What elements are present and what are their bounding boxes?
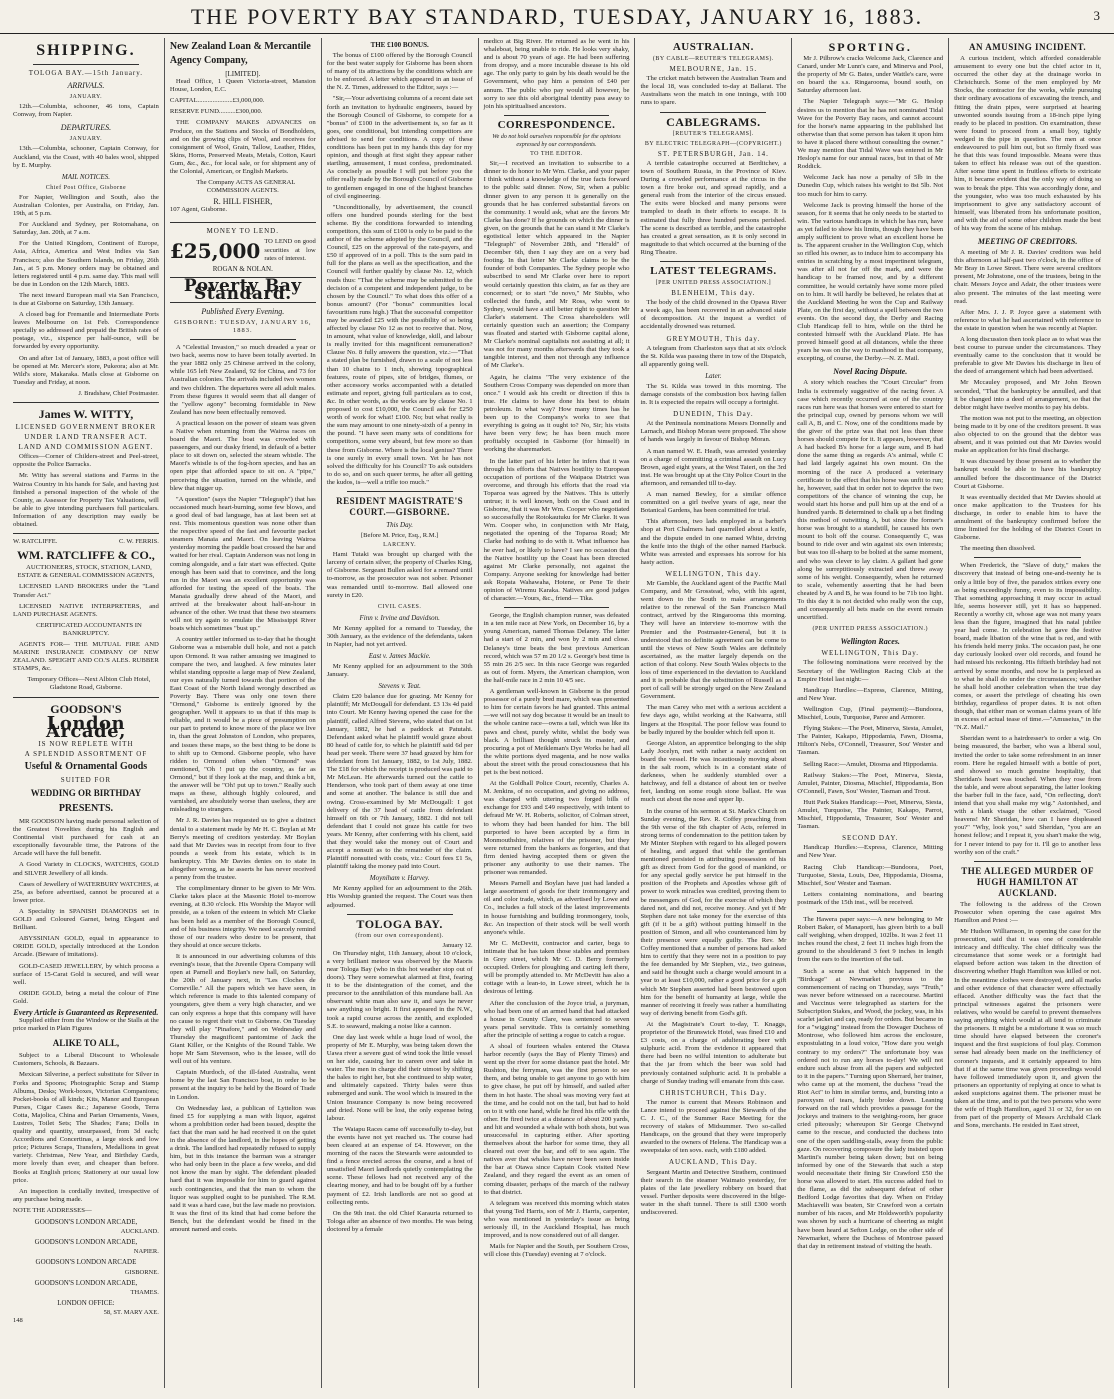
divider — [347, 914, 453, 915]
dateline: GISBORNE: TUESDAY, JANUARY 16, 1883. — [174, 318, 312, 334]
letter-paragraph: Sir,—I received an invitation to subscribe to a dinner to do honor to Mr Wm. Clarke, and your paper I think without a knowledge of the true facts forward to the public said dinner. Now, Sir, when a public dinner given to any person it is generally on the grounds that he has conferred substantial favors on the community. I would ask, what are the favors Mr Clarke has done? If he grounds on which the dinner is given, on the grounds that he can stand it Mr Clarke's egotistical letter which appeared in the Napier "Telegraph" of November 28th, and "Herald" of December 6th, then I say they are on a very bad footing. In that letter Mr Clarke claims to be the founder of both Companies. The Sydney people who subscribed to send Mr Clarke over here to report would certainly question this claim, as far as they are concerned; or to start "de novo," Mr Stubbs, who collected the funds, and Mr Ross, who went to Sydney, would have a still better right to question Mr Clarke's statement. The Cross shareholders will certainly question such an assertion; the Company was floated and started with Gisborne capital alone, Mr Clarke's nominal capitalists not assisting at all; it was not for many months afterwards that they took a tangible interest, and then not through any influence of Mr Clarke's. — [483, 160, 630, 370]
nomination: Letters containing nominations, and bearing postmark of the 15th inst., will be received. — [797, 890, 944, 906]
goodson-text: MR GOODSON having made personal selection of the Greatest Novelties during his English and Continental visit purchased for cash at an exceptionally favourable time, the Patrons of the Arcade will have the full benefit. — [13, 818, 159, 858]
article-paragraph: Mr Mccauley proposed, and Mr John Brown seconded, "That the bankruptcy be annulled, and that it be changed into a deed of arrangement, so that the debtor might have twelve months to pay his debts. — [954, 379, 1102, 411]
article-paragraph: A long discussion then took place as to what was the best course to pursue under the circumstances. They eventually came to the conclusion that it would be preferable to give Mr Davies his discharge in lieu of the deed of arrangement which had been advertised. — [954, 336, 1102, 376]
nomination: Railway Stakes:—The Poet, Minerva, Siesta, Amulet, Painter, Diosma, Mischief, Hippodamia, Bon O'Connell, Fawn, Sou' Wester, Tasman and Trout. — [797, 771, 944, 795]
goodson-text: Supplied either from the Window or the Stalls at the price marked in Plain Figures — [13, 1017, 159, 1033]
money-ad — [170, 227, 316, 278]
article-paragraph: When Frederick, the "Slave of duty," makes the discovery that instead of being one-and-twenty he is only a little boy of five, the paradox strikes every one as being exceedingly funny, even to its impossibility. That something approaching it may occur in actual life, seems however still, yet it has so happened. Recently a worthy cit, whose age was not many years less than the figure, imagined that his natal jubilee year had come. In celebration he gave the festive board, made libation of the wine that is red, and with his friends held merry jinks. The occasion past, he one day curiously looked over old records, and found he had missed his reckoning. His fiftieth birthday had not arrived by some months, and now he is perplexed as to what he shall do under the circumstances; whether he shall hold another celebration when the true day comes, or assert the privilege of cheating his own birthday, regardless of proper dates. It is not often though, that either man or woman claims years of life in excess of actual tease of time.—"Amuseius," in the "N.Z. Mail." — [954, 562, 1102, 732]
court-paragraph: Mr Kenny applied for an adjournment to the 26th. His Worship granted the request. The Court was then adjourned. — [326, 885, 473, 909]
london-arcade-title: London Arcade, — [45, 712, 126, 742]
bonus-heading: THE £100 BONUS. — [370, 41, 429, 49]
presents-line: PRESENTS. — [58, 803, 114, 814]
masthead — [0, 0, 1114, 34]
address-line: GOODSON'S LONDON ARCADE, — [34, 1218, 138, 1227]
address-city: NAPIER. — [133, 1248, 159, 1256]
ratcliffe-line: AUCTIONEERS, STOCK, STATION, LAND, ESTATE & GENERAL COMMISSION AGENTS, — [17, 564, 155, 580]
witty-line: LICENSED GOVERNMENT BROKER — [15, 423, 157, 431]
amusing-heading: AN AMUSING INCIDENT. — [969, 42, 1087, 52]
divider — [504, 115, 610, 116]
news-paragraph: George, the English champion runner, was defeated in a ten mile race at New York, on December 16, by a young American, named Thomas Delaney. The latter had a start of 2 min, and won by 2 min and close. Delaney's time beats the best previous American record, which was 57 m 20 1/2 s. George's best time is 55 min 26 2/5 sec. In this race George was regarded as out of form. Myers, the American champion, won the half-mile race in 2 min 10 4/5 sec. — [483, 612, 630, 684]
folio-number: 148 — [13, 1316, 23, 1324]
arrival-entry: 12th.—Columbia, schooner, 46 tons, Captain Conway, from Napier. — [13, 103, 159, 119]
news-paragraph: At the Goldhall Police Court, recently, Charles A. M. Jenkins, of no occupation, and giving no address, was charged with uttering two forged bills of exchange for £93 and £49 respectively, with intent to defraud Mr W. H. Roberts, solicitor, of Colman street, to whom they had been handed for him. The bill purported to have been accepted by a firm in Monmouthshire, relatives of the prisoner, but they were returned from the bankers as forgeries, and that firm denied having accepted them or given the prisoner any authority to use their names. The prisoner was remanded. — [483, 780, 630, 877]
nomination: Handicap Hurdles:—Express, Clarence, Mitting and New Year. — [797, 844, 944, 860]
creditors-heading: MEETING OF CREDITORS. — [977, 237, 1078, 247]
divider — [190, 339, 296, 340]
article-paragraph: A curious incident, which afforded considerable amusement to every one but the chief actor in it, occurred the other day at the drainage works in Christchurch. Some of the men employed by Mr Stocks, the contractor for the works, while pursuing their ordinary avocations of excavating the trench, and fitting the drain pipes, were surprised at hearing unwonted sounds issuing from a 18-inch pipe lying ready to be placed in position. On examination, these were found to proceed from a small boy, tightly wedged in the pipe in question. The men at once endeavoured to pull him out, but so firmly fixed was he that this was found impossible. Means were thus taken to effect his release was out of the question. After some time spent in fruitless efforts to extricate him, it became evident that the only way of doing so was to break the pipe. This was accordingly done, and the youngster, who was too much exhausted by his imprisonment to give any satisfactory account of himself, was liberated from his unfortunate position, and with the aid of some other children made the best of his way from the scene of his mishap. — [954, 55, 1102, 232]
columns — [8, 38, 1106, 1388]
mail-notice: For Auckland and Sydney, per Rotomahana, on Saturday, Jan. 20th, at 7 a.m. — [13, 221, 159, 237]
reserve-line: RESERVE FUND..........£300,000. — [169, 108, 263, 116]
column-3 — [322, 38, 479, 1388]
head-office: Head Office, 1 Queen Victoria-street, Mansion House, London, E.C. — [169, 78, 316, 94]
goodson-text: GOLD-CASED JEWELLERY, by which process a surface of 15-Carat Gold is secured, and will wear well. — [13, 962, 159, 986]
goodson-text: ABYSSINIAN GOLD, equal in appearance to ORIDE GOLD, specially introduced at the London Arcade. (Beware of imitations). — [13, 935, 159, 959]
goodson-line: SUITED FOR — [60, 775, 112, 784]
tologa-continued: medico at Big River. He returned as he went in his whaleboat, being unable to ride. He looks very shaky, and is about 70 years of age. He had been suffering from dropsy, and a more incurable disease is his old age. The only party to gain by his death would be the Government, who pay him a pension of £40 per annum. The public who pay would all however, be sorry to see this old aboriginal identity pass away to join his spiritualised ancestors. — [483, 38, 630, 110]
news-paragraph: A gentleman well-known in Gisborne is the proud possessor of a purely bred mare, which was presented to him for certain favors he had granted. This animal—we will not say dog because it would be an insult to the whole canine race—owns a tail, which was like its paws and chest, purely white, whilst the body was black. A brilliant thought struck its master, and procuring a pot of Meikleman's Dye Works he had all the white portions dyed magenta, and he now walks about the street with the proud consciousness that his pet is the best noticed. — [483, 688, 630, 776]
telegram-paragraph: At the Peninsula nominations Messrs Donnelly and Larnach, and Bishop Moran were proposed. The show of hands was largely in favour of Bishop Moran. — [640, 420, 787, 444]
paper-name: Poverty Bay Standard. — [170, 282, 316, 303]
divider — [660, 261, 766, 262]
witty-text: Mr. Witty has several stations and Farms in the Wairoa Country in his hands for Sale, and having just finished a personal inspection of the whole of the County, as Assessor for Property Tax Valuations, will be able to give intending purchasers full particulars. Information of any description may easily be obtained. — [13, 472, 159, 529]
wr-sub: (PER UNITED PRESS ASSOCIATION.) — [812, 626, 928, 633]
ratcliffe-line: LICENSED NATIVE INTERPRETERS, and LAND PURCHASE AGENTS. — [13, 602, 159, 618]
dateline: BLENHEIM, This day. — [671, 289, 756, 298]
goodson-text: A Speciality in SPANISH DIAMONDS set in GOLD and Coloured Garnet, being Elegant and Brilliant. — [13, 907, 159, 932]
article-paragraph: Mr Hudson Williamson, in opening the case for the prosecution, said that it was one of considerable intricacy and difficulty. The chief difficulty was the circumstance that some week or a fortnight had elapsed before action was taken in the direction of discovering whether Hugh Hamilton was killed or not. In the meantime clothes were destroyed, and all marks and other evidence of that character were effectually effaced. Another difficulty was the fact that the principal witnesses against the prisoners were relatives, who would be careful to prevent themselves saying anything which would at all tend to criminate the prisoners. It might be a misfortune it was so much time should have elapsed between the coroner's inquest and the first suspicions of foul play. Common sense had already been made on the inefficiency of coroner's inquests, and it certainly appeared to him that if at the same time was given proceedings would have followed immediately upon it, and given the prisoners an opportunity of replying at once to what is asked suspicions against them. The prisoner must be taken at the time, and to put the two persons who were the wife of Hugh Hamilton, aged 31 or 32, for so on from part of the property of Messrs Archibald Clark and Sons, merchants. He resided in East street, — [954, 928, 1102, 1130]
page-number: 3 — [1093, 8, 1100, 23]
column-1 — [8, 38, 165, 1388]
civil-heading: CIVIL CASES. — [377, 603, 422, 610]
article-paragraph: Sheridan went to a hairdresser's to order a wig. On being measured, the barber, who was a liberal soul, invited the order to take some refreshment in an inner room. Here he regaled himself with a bottle of port, and showed so much genuine hospitality, that Sheridan's heart was touched. When they rose from the table, and were about separating, the latter looking the barber full in the face, said, "On reflecting, don't intend that you shall make my wig." Astonished, and with a blank visage the other exclaimed, "Good heavens! Mr Sheridan, how can I have displeased you?" "Why, look you," said Sheridan, "you are an honest fellow; and I repeat it, you shan't make the wig, for I never intend to pay for it. I'll go to another less worthy son of the craft." — [954, 735, 1102, 856]
dateline: CHRISTCHURCH, This Day. — [659, 1088, 768, 1097]
fisher-line: 107 Agent, Gisborne. — [169, 206, 228, 214]
second-day: SECOND DAY. — [842, 834, 899, 843]
article-paragraph: A meeting of Mr J. R. Davies' creditors was held this afternoon at half-past two o'clock, in the office of Mr Bray in Lowe Street. There were several creditors present, Mr Johnstone, one of the trustees, being in the chair. Messrs Joyce and Adair, the other trustees were also present. The minutes of the last meeting were read. — [954, 249, 1102, 305]
editorial-paragraph: Captain Murdoch, of the ill-fated Australia, went home by the last San Francisco boat, in order to be present at the inquiry to be held by the Board of Trade in London. — [169, 1069, 316, 1101]
divider — [660, 112, 766, 113]
divider — [504, 607, 610, 608]
goodson-text: Mexican Silverine, a perfect substitute for Silver in Forks and Spoons; Photographic Scrap and Stamp Albums, Desks; Work-boxes, Victorian Companions; Pocket-books of all kinds; Kits, Manor and European Purses, Cigar Cases &c.; Japanese Goods, Terra Cotta, Majolica, China and Parian Ornaments, Vases, Lustres, Toilet Sets; The Shades; Fans; Dolls in quality and quantity, unsurpassed, from 3d each; Accordions and Concertinas, a large stock and low price; Pictures Scraps, Transfers, Medallions in great variety. Christmas, New Year, and Birthday Cards, more lovely than ever, and cheaper than before. Books at English prices; Stationery at our usual low price. — [13, 1071, 159, 1184]
nomination: Racing Club Handicap:—Bundoora, Poet, Turquoise, Siesta, Louis, Dee, Hippodamia, Diosma, Mischief, Sou' Wester and Tasman. — [797, 863, 944, 887]
ratcliffe-line: LICENSED LAND BROKERS under the "Land Transfer Act." — [13, 583, 159, 599]
divider — [33, 64, 139, 65]
correspondence-heading: CORRESPONDENCE. — [497, 118, 616, 131]
telegram-paragraph: The man Carey who met with a serious accident a few days ago, whilst working at the Kaiwarra, still lingers at the Hospital. The poor fellow was found to be badly injured by the boulder which fell upon it. — [640, 704, 787, 736]
letter-paragraph: Again, he claims "The very existence of the Southern Cross Company was depended on more than once." I would ask his credit or direction if this is true. He claims to have done his best to obtain petroleum. In what way? How many times has he been up to the Company's works to see that everything is going as it ought to? No, Sir; his visits have been very few; he has been much more profitably occupied in Gisborne (for himself) in working the sharemarket. — [483, 373, 630, 454]
telegram-paragraph: A man named Bewley, for a similar offence committed on a girl twelve years of age, near the Botanical Gardens, has been committed for trial. — [640, 491, 787, 515]
column-4 — [479, 38, 636, 1388]
goodson-line: IS NOW REPLETE WITH — [38, 739, 134, 748]
article-paragraph: It was eventually decided that Mr Davies should at once make application to the Trustees for his discharge, in order to enable him to have the annulment of the bankruptcy confirmed before the time limited for the holding of the District Court in Gisborne. — [954, 493, 1102, 542]
column-2 — [165, 38, 322, 1388]
witty-text: Offices—Corner of Childers-street and Peel-street, opposite the Police Barracks. — [13, 453, 159, 469]
london-office: LONDON OFFICE: — [57, 1298, 115, 1307]
column-6 — [792, 38, 949, 1388]
editorial-paragraph: The complimentary dinner to be given to Mr Wm. Clarke takes place at the Masonic Hotel to-morrow evening, at 8.30 o'clock. His Worship the Mayor will preside, as a token of the esteem in which Mr Clarke has been held as a member of the Borough Council, and of his business integrity. We need scarcely remind those of our readers who desire to be present, that they should at once secure tickets. — [169, 885, 316, 949]
telegram-paragraph: The St. Kilda was towed in this morning. The damage consists of the combustion box having fallen in. It is expected the repairs will occupy a fortnight. — [640, 382, 787, 407]
shipping-heading: SHIPPING. — [36, 42, 136, 59]
rogan-nolan: ROGAN & NOLAN. — [212, 264, 273, 273]
mail-notice: For the United Kingdom, Continent of Europe, Asia, Africa, America and West Indies via San Francisco; also the Southern Islands, on Friday, 26th Jan., at 5 p.m. Money orders may be obtained and letters registered until 4 p.m. same day. This mail will be due in London on the 12th March, 1883. — [13, 240, 159, 288]
article-paragraph: The following is the address of the Crown Prosecutor when opening the case against Mrs Hamilton and Priest :— — [954, 900, 1102, 924]
nomination: Flying Stakes:—The Poet, Minerva, Siesta, Amulet, The Painter, Kakapo, Hippodamia, Fawn, Diosma, Hilton's Nebs, O'Connell, Treasurer, Sou' Wester and Tasman. — [797, 725, 944, 757]
goodson-text: A Good Variety in CLOCKS, WATCHES, GOLD and SILVER Jewellery of all kinds. — [13, 861, 159, 877]
news-paragraph: Mr C. McDevitt, contractor and carter, begs to intimate that he has taken those stables and premises in Grey street, which Mr C. D. Berry formerly occupied. Orders for ploughing and carting left there, will be promptly attended to. Mr McDevitt has also a cottage with a lean-to, in Lowe street, which he is desirous of letting. — [483, 939, 630, 996]
sport-paragraph: Mr J. Pilbrow's cracks Welcome Jack, Clarence and Canard, under Mr Lunn's care, and Minerva and Pool, the property of Mr G. Bates, under Wattle's care, were on board the s.s. Ringarooma, bound south, on Saturday afternoon last. — [797, 55, 944, 95]
tologa-paragraph: On Thursday night, 11th January, about 10 o'clock, a very brilliant meteor was observed by the Maoris near Tologa Bay (who in this hot weather stop out of doors). They were somewhat alarmed at first, fearing it to be the disintegration of the comet, and the precursor to the annihilation of this mundane ball. An observant white man also saw it, and says he never saw anything so bright. It first appeared in the N.W., took a rapid course across the zenith, and exploded S.E. to seaward, making a noise like a cannon. — [326, 949, 473, 1030]
case-title: Finn v. Irvine and Davidson. — [359, 613, 440, 622]
mail-notice: On and after 1st of January, 1883, a post office will be opened at Mr. Mercer's store, Pukeora; also at Mr. Wild's store, Makaraka. Mails close at Gisborne on Tuesday and Friday, at noon. — [13, 354, 159, 386]
nomination: Selling Race:—Amulet, Diosma and Hippodamia. — [803, 760, 938, 768]
case-title: Moyniham v. Harvey. — [369, 874, 430, 883]
novel-dispute-heading: Novel Racing Dispute. — [833, 367, 908, 377]
address-line: GOODSON'S LONDON ARCADE — [35, 1258, 137, 1267]
wellington-races-heading: Wellington Races. — [840, 637, 900, 647]
cablegrams-sub: BY ELECTRIC TELEGRAPH—(COPYRIGHT.) — [644, 140, 782, 147]
witty-name: James W. WITTY, — [38, 407, 134, 421]
telegram-paragraph: In the course of his sermon at St. Mark's Church on Sunday evening, the Rev. R. Coffey preaching from the 9th verse of the 6th chapter of Acts, referred in strong terms of condemnation to the petition taken by Mr Minter Stephen with regard to his alleged powers of healing, and argued that while the gentleman mentioned persisted in attributing possession of his gift as direct from God for the good of mankind, or for any special godly service he put himself in the position of the Prophets and Apostles whose gift of power to work miracles was credited, proving them to be messengers of God, for the exercise of which they dared not, and did not, receive money. And yet if Mr Stephen dare not take money for the exercise of this gift (if it be a gift) without putting himself in the position of Simon, and all who countenanced him by their presence were equally guilty. The Rev. Mr Coffey mentioned that a number of persons had asked him to certify that they were not in a position to pay the fee demanded by Mr Stephen, viz., two guineas, and said he thought such a charge would amount in a year to at least £10,000, rather a good price for a gift which Mr Stephen asserted had been bestowed upon him for the benefit of humanity at large, while the manner of receiving it freely was rather a humiliating way of deriving benefit from God's gift. — [640, 807, 787, 1017]
editorial-paragraph: "A question" (says the Napier "Telegraph") that has occasioned much heart-burning, some few blows, and a good deal of bad language, has at last been set at rest. This momentous question was none other than the respective speed of the fast and favourite packet steamers Manaia and Maori. On leaving Wairoa yesterday morning the paddle boat crossed the bar and waited for her rival. Captain Anderson was not long in coming alongside, and a fair start was effected. Quite enough has been said that to convince, and the long run in the Maori was an excellent opportunity was afforded for testing the speed of the boats. The Manaia gradually drew ahead of the Maori, and arrived at the breakwater about half-an-hour in advance of the other. We trust that these two steamers will not try again to emulate the Mississippi River boats which sometimes "bust up." — [169, 495, 316, 633]
case-title: Stevens v. Teat. — [378, 682, 421, 691]
tologa-heading: TOLOGA BAY. — [356, 916, 443, 931]
ratcliffe-name: WM. RATCLIFFE & CO., — [17, 548, 155, 563]
telegram-paragraph: Mr Gamble, the Auckland agent of the Pacific Mail Company, and Mr Grosstead, who, with his agent, went down to the South to make arrangements relative to the renewal of the San Francisco Mail contract, arrived by the Ringarooma this morning. They will have an interview to-morrow with the Premier and the Postmaster-General, but it is understood that no definite agreement can be come to until the views of New South Wales are definitely ascertained, as the matter largely depends on the action of that colony. New South Wales objects to the loss of time experienced in the deviation to Auckland and it is probable that the substitution of Russell as a port of call will be strongly urged on the New Zealand Government. — [640, 579, 787, 701]
published-line: Published Every Evening. — [201, 306, 285, 316]
address-city: THAMES. — [130, 1288, 159, 1296]
nomination: Handicap Hurdles:—Express, Clarence, Mitting, and New Year. — [797, 686, 944, 702]
court-paragraph: Mr Kenny applied for a remand to Tuesday, the 30th January, as the evidence of the defendants, taken in Napier, had not yet arrived. — [326, 624, 473, 648]
mail-notice: For Napier, Wellington and South, also the Australian Colonies, per Australia, on Friday, Jan. 19th, at 5 p.m. — [13, 193, 159, 218]
goodson-text: Cases of Jewellery of WATERBURY WATCHES, at 25s, as before advertised, cannot be procured at a lower price. — [13, 880, 159, 904]
masthead-title: THE POVERTY BAY STANDARD, TUESDAY, JANUARY 16, 1883. — [190, 4, 924, 29]
address-city: GISBORNE. — [124, 1268, 159, 1276]
witty-line: UNDER LAND TRANSFER ACT. — [24, 433, 148, 442]
bonus-paragraph: The bonus of £100 offered by the Borough Council for the best water supply for Gisborne has been shorn of many of its attractions by the conditions which are to be enforced. A letter which appeared in an issue of the N. Z. Times, addressed to the Editor, says :— — [326, 52, 473, 92]
goodson-text: An inspection is cordially invited, irrespective of any purchase being made. — [13, 1187, 159, 1203]
money-sum: £25,000 — [169, 238, 261, 263]
goodson-text: ORIDE GOLD, being a metal the colour of Fine Gold. — [13, 989, 159, 1005]
editorial-paragraph: A country settler informed us to-day that he thought Gisborne was a miserable dull hole, and not a patch upon Ormond. It was rather amusing we imagined to compare the two, and laughed. A few minutes later whilst standing opposite a large map of New Zealand, our eyes naturally turned towards that portion of the East Coast of the North Island wrongly described as Poverty Bay. There was only one town there "Ormond," Gisborne is entirely ignored by the geographer. Well it appears to us that if this map is reliable, and it would be a piece of presumption on our part to pretend to know more of the place we live in, than the great Johnston of London, who prepares, and issues these maps, so the best thing to be done is to shift up to Ormond. Gisborne people, who have ridden to Ormond often when "Ormond" was mentioned, "Oh ! put up the country, as far as Ormond," but if they look at the map, and think a bit, the answer will be "Oh! put up to town." Really such maps as these, although highly coloured, and varnished, are absolutely worse than useless, they are misleading to strangers. — [169, 636, 316, 814]
court-paragraph: Hami Tutaki was brought up charged with the larceny of certain silver, the property of Charles King, of Gisborne. Sergeant Bullen asked for a remand until to-morrow, as the prosecutor was not sober. Prisoner was remanded until to-morrow. Bail allowed one surety in £20. — [326, 551, 473, 599]
article-paragraph: After Mrs. J. J. P. Joyce gave a statement with reference to what he had ascertained with reference to the estate in question when he was recently at Napier. — [954, 308, 1102, 332]
dateline: WELLINGTON, This day. — [665, 569, 762, 578]
address-line: GOODSON'S LONDON ARCADE, — [34, 1238, 138, 1247]
telegram-paragraph: A man named W. E. Heath, was arrested yesterday on a charge of committing a criminal assault on Lucy Brown, aged eight years, at the West Taieri, on the 3rd inst. He was brought up at the City Police Court in the afternoon, and remanded till to-day. — [640, 447, 787, 487]
witty-line: LAND AND COMMISSION AGENT. — [18, 443, 154, 452]
guarantee-line: Every Article is Guaranteed as Represented. — [13, 1007, 159, 1017]
tologa-paragraph: The Waiapu Races came off successfully to-day, but the events have not yet reached us. The course had been cleared at an expense of £4. However, on the morning of the races the Stewards were astounded to find a fence erected across the course, and a host of unsatisfied Maori landlords quietly contemplating the scene. These fellows had not received any of the clearing money, and had to be bought off by a further payment of £2. Irish landlords are not so good at collecting rents. — [326, 1125, 473, 1206]
company-text: THE COMPANY MAKES ADVANCES on Produce, on the Stations and Stocks of Bondholders, and on the growing clips of Wool, and receives for consignment of Wool, Grain, Tallow, Leather, Hides, Skins, Horns, Preserved Meats, Metals, Cotton, Kauri Gum, &c., &c., for local sale, or for shipment any of the Colonial, American, or English Markets. — [169, 119, 316, 176]
sport-paragraph: Welcome Jack has now a penalty of 5lb in the Dunedin Cup, which raises his weight to 8st 5lb. Not too much for him to carry. — [797, 174, 944, 198]
ratcliffe-partners — [13, 538, 159, 546]
article-paragraph: The motion was not put to the meeting, an objection being made to it by one of the creditors present. It was also objected to on the ground that the debtor was absent, and it was pointed out that Mr Davies would make an application for his final discharge. — [954, 414, 1102, 455]
mail-notice: The next inward European mail via San Francisco, is due at Gisborne on Saturday, 13th January. — [13, 291, 159, 307]
sport-paragraph: The Hawera paper says:—A new belonging to Mr Robert Baker, of Manaporti, has given birth to a bull calf weighing, when dropped, 102lbs. It was 2 feet 11 inches round the chest, 2 feet 11 inches high from the ground to the shoulderand 3 feet 9 inches in length from the ears to the insertion of the tail. — [797, 916, 944, 964]
nz-loan-limited: [LIMITED]. — [225, 70, 261, 78]
news-paragraph: A telegram was received this morning which states that young Ted Harris, son of Mr J. Harris, carpenter, who was mentioned in yesterday's issue as being seriously ill, in the Auckland Hospital, has much improved, and is now considered out of all danger. — [483, 1199, 630, 1240]
ratcliffe-line: Temporary Offices—Next Albion Club Hotel, Gladstone Road, Gisborne. — [27, 676, 151, 692]
goodson-line: A SPLENDID ASSORTMENT OF — [24, 749, 148, 758]
ratcliffe-left: W. RATCLIFFE. — [13, 538, 58, 546]
divider — [13, 402, 159, 403]
editorial-paragraph: A practical lesson on the power of steam was given a Native when returning from the Wairoa races on board the Maori. The boat was crowded with passengers, and our dusky friend, in default of a better place to sit down on, selected the steam whistle. The Maori's whistle is of the fog-horn species, and has an open pipe that afforded space to sit on. A "pipe," perceiving the situation, turned on the whistle, and blew that nigger up. — [169, 419, 316, 492]
departures-heading: DEPARTURES. — [60, 123, 112, 133]
arrivals-month: JANUARY. — [69, 94, 103, 101]
dateline: AUCKLAND, This Day. — [668, 1158, 758, 1167]
mail-notice: A closed bag for Fremantle and Intermediate Ports leaves Melbourne on 1st Feb. Correspondence specially so addressed and prepaid the British rates of postage, viz., sixpence per half-ounce, will be forwarded by every opportunity. — [13, 311, 159, 351]
divider — [974, 557, 1081, 558]
dateline: GREYMOUTH, This day. — [666, 334, 761, 343]
money-row — [170, 237, 316, 265]
fisher-name: R. HILL FISHER, — [213, 197, 273, 207]
tologa-date: January 12. — [442, 941, 473, 949]
mail-sub: Chief Post Office, Gisborne — [45, 184, 127, 191]
address-city: AUCKLAND. — [120, 1228, 159, 1236]
divider — [13, 697, 159, 698]
bonus-paragraph: "Sir,—Your advertising columns of a recent date set forth an invitation to hydraulic engineers, issued by the Borough Council of Gisborne, to compete for a "bonus" of £100 in the advertisement is, so far as it goes, one conditional, but intending competitors are advised to send for conditions. A copy of these conditions has been put in my hands this day for my opinion, and though at first sight they appear rather startling, amusement, I must confess, predominated. As concisely as possible I will put before you the offer really made by the Borough Council of Gisborne to gentlemen engaged in one of the highest branches of civil engineering. — [326, 95, 473, 200]
mail-heading: MAIL NOTICES. — [61, 172, 110, 181]
arrivals-heading: ARRIVALS. — [67, 81, 105, 91]
court-paragraph: Claim £20 balance due for grazing. Mr Kenny for plaintiff; Mr McDougall for defendant. £3 13s 4d paid into Court. Mr Kenny having opened the case for the plaintiff, called Alfred Stevens, who stated that on 1st January, 1882, he had a paddock at Patutahi. Defendant asked what he plaintiff would graze about 80 head of cattle for, to which he plaintiff said 6d per head per week. There were 37 head grazed by him for defendant from 1st January, 1882, to 1st July, 1882. The £18 for which the receipt is produced was paid to Mr McLean. He afterwards turned out the cattle to Henderson, who took part of them away at one time and some at another. The balance is still due and owing. Cross-examined by Mr McDougall: I got delivery of the 37 head of cattle from defendant himself on 6th or 7th January, 1882. I did not tell defendant that I could not graze his cattle for two years. Mr Kenny, after conferring with his client, said that they would take the money out of Court and accept a nonsuit as to the remainder of the claim. Plaintiff nonsuited with costs, viz.: Court fees £1 5s, plaintiff taking the money paid into Court. — [326, 693, 473, 871]
telegram-paragraph: The body of the child drowned in the Opawa River a week ago, has been recovered in an advanced state of decomposition. At the inquest a verdict of accidentally drowned was returned. — [640, 299, 787, 331]
news-paragraph: After the conclusion of the Joyce trial, a juryman, who had been one of an armed band that had attacked a house in County Clare, was sentenced to seven years penal servitude. This is certainly something after the principle of setting a rogue to catch a rogue. — [483, 999, 630, 1039]
departures-month: JANUARY. — [69, 136, 103, 143]
sporting-heading: SPORTING. — [828, 40, 912, 54]
larceny-heading: LARCENY. — [383, 542, 417, 549]
column-7 — [949, 38, 1106, 1388]
ratcliffe-line: CERTIFICATED ACCOUNTANTS IN BANKRUPTCY. — [36, 621, 142, 637]
tologa-sub: (from our own correspondent). — [355, 932, 444, 939]
address-line: GOODSON'S LONDON ARCADE, — [34, 1278, 138, 1287]
dateline: DUNEDIN, This Day. — [673, 410, 754, 419]
sport-paragraph: Welcome Jack is proving himself the horse of the season, for it seems that he only needs to be started to win. The various handicaps in which he has run, have as yet failed to show his limits, though they have been amply sufficient to prove what an excellent horse he is. The apparent crusher in the Wellington Cup, which so rifled his owner, as to induce him to accompany his entries in scratching by a most impertinent telegram, was after all not far off the mark, and were the handicap to be framed now, and by a different committee, he would certainly have some more piled on to him. It will hardly be believed, he relates that at the Auckland Meeting he won the Cup and Railway Plate, on the first day, without a spell between the two events. On the second day, the Derby and Racing Club Handicap fell to him, while on the third he contested himself with the Auckland Plate. He has proved himself good at all distances, while the three years he was on the way to manhood in that company, excepting, of course, the Derby.—N. Z. Mail. — [797, 201, 944, 363]
later-label: Later. — [705, 371, 722, 380]
telegram-paragraph: Sergeant Martin and Detective Strathern, continued their search in the steamer Waimato yesterday, for plates of the late jewellery robbery on board that vessel. Further deposits were discovered in the bilge-water in the shaft tunnel. There is still £300 worth undiscovered. — [640, 1168, 787, 1216]
dateline: WELLINGTON, This Day. — [821, 649, 920, 658]
money-heading: MONEY TO LEND. — [206, 226, 279, 235]
useful-goods: Useful & Ornamental Goods — [24, 760, 148, 772]
case-title: East v. James Mackie. — [368, 652, 431, 661]
nz-loan-ad — [170, 40, 316, 223]
sport-paragraph: The Napier Telegraph says:—"Mr G. Heslop desires us to mention that he has not nominated Tidal Wave for the Poverty Bay races, and cannot account for the horse's name appearing in the published list otherwise than that some person has taken it upon him to have it placed there without consulting the owner." We may mention that Tidal Wave was entered in Mr Heslop's name for our annual races, but in that of Mr Roddick. — [797, 98, 944, 171]
divider — [347, 491, 453, 492]
dateline: ST. PETERSBURGH, Jan. 14. — [657, 149, 769, 158]
article-paragraph: The meeting then dissolved. — [960, 545, 1036, 553]
cablegrams-sub: [REUTER'S TELEGRAMS]. — [672, 130, 754, 137]
news-paragraph: Mails for Napier and the South, per Southern Cross, will close this (Tuesday) evening at 7 o'clock. — [483, 1243, 630, 1259]
telegram-paragraph: A telegram from Charleston says that at six o'clock the St. Kilda was passing there in tow of the Dispatch, all apparently going well. — [640, 344, 787, 368]
rm-court-heading: RESIDENT MAGISTRATE'S COURT.—GISBORNE. — [336, 495, 464, 517]
letter-paragraph: In the latter part of his letter he infers that it was through his efforts that Natives hostility to European occupation of portions of the Waipaoa District was overcome, and through his efforts that the road via Toparoa was agreed by the Natives. This is utterly untrue; it is well known, both on the Coast and in Gisborne, that it was Mr Wm. Cooper who negotiated so successfully the Rotokautuku for Mr Clarke. It was Wm. Cooper who, in conjunction with Mr Haig, negotiated the opening of the Toparoa Road; Mr Clarke had nothing to do with it. What influence has he ever had, or likely to have? I see no occasion that the Native hostility up the Coast has been directed against Mr Clarke personally, not against the Company. Anyone seeking for knowledge had better ask Ropata Wahawaha, Hotene, or Pene Te their opinion of Wiremu Karaka. Natives are good judges of character.—Yours, &c., friend— Tika. — [483, 457, 630, 603]
latest-heading: LATEST TELEGRAMS. — [650, 264, 777, 277]
nz-loan-title: New Zealand Loan & Mercantile Agency Company, — [169, 41, 311, 66]
bonus-paragraph: "Unconditionally, by advertisement, the council offers one hundred pounds sterling for the best scheme. By the conditions forwarded to intending competitors, this sum of £100 is only to be paid to the author of the scheme adopted by the Council, and the Council, £25 on the approval of the rate-payers, and £50 if approved of in a poll. This is the sum paid in full for the plans as well as the specification, and the Council will further qualify by clause No. 12, which reads thus: "That the scheme may be submitted to the decision of a competent and independent judge, to be chosen by the Council." To what does this offer of a bonus amount? (For "bonus" communities local favouritism runs high.) That the successful competitor may be awarded £25 with the possibility of so being affected by clause No 12 as not to receive that. Now, in amount, what value of knowledge, skill, and labour is really invited for this magnificent remuneration? Clause No. 8 fully answers the question, viz.:—"That a stated plan be furnished, drawn to a scale of not less than 10 chains to 1 inch, showing topographical features, route of pipes, site of bridges, flumes, or other accessory works accompanied with a detailed estimate and report, giving full particulars as to cost, &c. In other words, as the works are by clause No. 1 proposed to cost £10,000, the Council ask for £250 worth of work for what! £100. No; but what really is the sum may amount to one ninety-sixth of a penny in the pound. "I have seen many sets of conditions for competitors, some very absurd, but few more so than these from Gisborne. Where is the local genius? There is one surely in every small town. Yet he has not solved the difficulty for his Council? To ask outsiders to do so, and on such queer terms, he after all getting the kudos, is—well a trifle too much." — [326, 203, 473, 486]
article-paragraph: It was discussed by those present as to whether the bankrupt would be able to have his bankruptcy annulled before the discontinuance of the District Court at Gisborne. — [954, 458, 1102, 490]
departure-entry: 13th.—Columbia, schooner, Captain Conway, for Auckland, via the Coast, with 40 bales wool, shipped by E. Murphy. — [13, 145, 159, 169]
capital-line: CAPITAL.....................£3,000,000. — [169, 97, 265, 105]
editorial-paragraph: On Wednesday last, a publican of Lyttelton was fined £5 for supplying a man with liquor, against whom a prohibition order had been issued, despite the fact that the man said he had received it on the quiet in the absence of the landlord, in the hopes of getting a drink. The landlord had repeatedly refused to supply him, but in this instance the barman was a stranger who had only been in the place a few weeks, and did not know the man by sight. The defendant pleaded hard that it was impossible for him to guard against such contingencies, and that the man to whom the liquor was supplied ought to be punished. The R.M. said it was a hard case, but the law made no provision. It was the first of its kind that had come before the Bench, but the defendant would be fined in the amount named and costs. — [169, 1104, 316, 1233]
editorial-paragraph: It is announced in our advertising columns of this evening's issue, that the Juvenile Opera Company will open at Parnell and Boylan's new hall, on Saturday, the 20th of January next, in "Les Cloches de Corneville." All the papers which we have seen, in which reference is made to this talented company of youngsters, give them a very high character, and we can only express a hope that this company will have no cause to regret their visit to Gisborne. On Tuesday they will play "Pinafore," and on Wednesday and Thursday the magnificent pantomime of Jack the Giant Killer, or the Knights of the Round Table. We hope Mr Sam Stevenson, who is the lessee, will do well out of his venture. — [169, 952, 316, 1066]
alike-line: ALIKE TO ALL, — [52, 1038, 120, 1049]
addresses-heading: NOTE THE ADDRESSES— — [13, 1206, 92, 1214]
goodson-title: GOODSON'S — [50, 701, 122, 716]
nomination: Wellington Cup, (Final payment):—Bundoora, Mischief, Louis, Turquoise, Paree and Armorer. — [797, 705, 944, 722]
column-5 — [635, 38, 792, 1388]
murder-heading: THE ALLEGED MURDER OF HUGH HAMILTON AT AUCKLAND. — [961, 865, 1094, 898]
mail-signature: J. Bradshaw, Chief Postmaster. — [78, 389, 159, 397]
news-paragraph: A shoal of fourteen whales entered the Otawa harbor recently (says the Bay of Plenty Times) and went up the river for some distance past the hotel. Mr Rushton, the ferryman, was the first person to see them, and being unable to get anyone to go with him to give chase, he put off by himself, and sailed after them in hot haste. The shoal was moving very fast at the time, and he could not on the tail, but had to hold on to it with one hand, while he fired his rifle with the other. He fired twice at a distance of about 200 yards, and hit and wounded a whale with both shots, but was unsuccessful in capturing either. After sporting themselves about the harbor for some time, they all cleared out over the bar, and off to sea again. The natives aver that whales have never been seen inside the bar at Otawa since Captain Cook visited New Zealand, and they regard the event as an omen of coming disaster, perhaps of the march of the railway to that district. — [483, 1042, 630, 1196]
sport-paragraph: Such a scene as that which happened in the "Birdcage" at Newmarket previous to the commencement of racing on Thursday, says "Truth," was never before witnessed on a racecourse. Martini and Vaccinus were telegraphed as starters for the Subscription Stakes, and Wood, the jockey, was, in his scarlet jacket and cap, ready for orders. But became in for a "wigging" instead from the Dowager Duchess of Montrose, who followed him across the enclosure, expostulating in a loud voice, "How dare you weigh contrary to my orders?" The unfortunate boy was ordered not to run any horses to-day! We will not endure such abuse from all the papers and subjected to it in the papers." Turning upon Sherrard, her trainer, who came up at the moment, the duchess "read the Riot Act" to him in similar terms, and, bursting into a paroxysm of tears, fairly broke down. Leaning forward on the rail which provides a passage for the jockeys and trainers to the weighing-room, her grace cried piteously; whereupon Sir George Chetwynd came to the rescue, and conducted the duchess into one of the open saddling-stalls, away from the public gaze. On recovering composure the lady insisted upon Martini's number being taken down; but on being informed by one of the Stewards that such a step would necessitate their fining Sir Crawford £50 the horse was allowed to start. His success added fuel to the flame, as did the subsequent defeat of other Bedford Lodge favorites that day. When on Friday Machiavelli was beaten, Sir Crawford won a certain number of his races, and Mr Holdsworth's popularity was shown by such a hurricane of cheering as might have been heard at Sefton Lodge, on the other side of Newmarket, where the Duchess of Montrose passed that day in retirement instead of visiting the heath. — [797, 967, 944, 1250]
company-agents: The Company ACTS AS GENERAL COMMISSION AGENTS. — [196, 179, 296, 195]
ratcliffe-line: AGENTS FOR— THE MUTUAL FIRE AND MARINE INSURANCE COMPANY OF NEW ZEALAND. SPEIGHT AND CO.'S ALES. RUBBER STAMPS, &c. — [13, 640, 159, 673]
telegram-paragraph: The rumor is current that Messrs Robinson and Lance intend to proceed against the Stewards of the C. J. C., of the Summer Race Meeting for the recovery of stakes of Midsummer. Two so-called Handicaps, on the ground that they were improperly awarded to the owners of Helena. The Handicap was a sweepstake of ten sovs. each, with £180 added. — [640, 1098, 787, 1155]
news-paragraph: Messrs Parnell and Boylan have just had landed a large assortment of goods for their ironmongery and oil and color trade, which, as advertised by Lowe and Co., includes a full stock of the latest improvements in house furnishing and building ironmongery, tools, &c. An inspection of their stock will be well worth anyone's while. — [483, 880, 630, 936]
divider — [817, 911, 923, 912]
this-day: This Day. — [386, 520, 414, 529]
london-address: 58, ST. MARY AXE. — [103, 1308, 159, 1316]
telegram-paragraph: A terrible catastrophe occurred at Berditchev, a town of Southern Russia, in the Province of Kiev. During a crowded performance at the circus in the town a fire broke out, and spread rapidly, and a general rush from the interior of the circus ensued. The exits were blocked and many persons were trampled to death in their efforts to escape. It is estimated that fully three hundred persons perished. The scene is described as terrible, and the catastrophe has created a great sensation, as it is only second in magnitude to that which occurred at the burning of the Ring Theatre. — [640, 159, 787, 256]
editorial-paragraph: A "Celestial Invasion," so much dreaded a year or two back, seems now to have been totally averted. In the year 1882 only 25 Chinese arrived in the colony, while 165 left New Zealand, 92 for China, and 73 for Australian colonies. The arrivals included two women and two children. The departures were all adult males. From these figures it would seem that all danger of the "yellow agony" becoming formidable in New Zealand has now been effectually removed. — [169, 344, 316, 416]
to-editor: TO THE EDITOR. — [530, 151, 583, 158]
port-line: TOLOGA BAY.—15th January. — [28, 69, 144, 77]
latest-sub: [PER UNITED PRESS ASSOCIATION.] — [655, 279, 772, 286]
wedding-line: WEDDING OR BIRTHDAY — [30, 788, 142, 798]
ratcliffe-right: C. W. FERRIS. — [118, 538, 159, 546]
sport-paragraph: A story which reaches the "Court Circular" from India is extremely suggestive of the racing fever. A case which recently occurred at one of the country races run here was that horses were entered to start for the principal cup, owned by persons whom we will call A, B, and C. Now, one of the conditions made by the giver of the prize was that not less than three horses should compete for it. It appears, however, that A had backed B's horse for a large sum, and B had done the same thing as regards A's animal, while C had laid largely against his own mount. On the morning of the race A produced a veterinary certificate to the effect that his horse was unfit to run; he, however, said that in order not to deprive the two competitors of the chance of winning the cup, he would start his horse and pull him up at the end of a hundred yards. B determined to chalk up a bet finding this method of outwitting A, but since the former's horse was brought to a standstill, he caused his own mount to bolt off the course. Consequently C, was bound to ride over and win against six own interests; but was too ill-sharp to be bolted at the same moment, and who was clever to lay claim. A gallant had gone along be surreptitiously extracted and threw away some of his weight. Consequently, when he returned to scale, vehemently asserting that he had been cheated by A and B, he was found to be 71b too light. To this day it is not decided who really won the cup, and consequently all bets made on the event remain uncertified. — [797, 379, 944, 622]
telegram-paragraph: At the Magistrate's Court to-day, T. Knaggs, proprietor of the Brunswick Hotel, was fined £10 and £3 costs, on a charge of adulterating beer with sulphuric acid. From the evidence it appeared that there had been no wilful intention to adulterate but that the jar from which the beer was sold had previously contained sulphuric acid. It is probable a charge of Sunday trading will emanate from this case. — [640, 1020, 787, 1085]
court-paragraph: Mr Kenny applied for an adjournment to the 30th January. — [326, 663, 473, 679]
nomination: Hutt Park Stakes Handicap:—Poet, Minerva, Siesta, Amulet, Turquoise, The Painter, Kakapo, Parrot, Mischief, Hippodamia, Treasurer, Sou' Wester and Tasman. — [797, 798, 944, 831]
telegram-paragraph: This afternoon, two lads employed in a barber's shop at Port Chalmers had quarrelled about a knife, and the dispute ended in one named White, driving the knife into the thigh of the other named Harbuck. White was arrested and expresses his sorrow for his hasty action. — [640, 518, 787, 566]
australian-sub: (BY CABLE—REUTER'S TELEGRAMS). — [652, 56, 774, 62]
money-text: TO LEND on good securities at low rates of interest. — [264, 238, 316, 262]
before-line: [Before M. Price, Esq., R.M.] — [361, 531, 439, 539]
tologa-paragraph: One day last week while a huge load of wool, the property of Mr E. Murphy, was being taken down the Uawa river a severe gust of wind took the little vessel on her side, causing her to careen over and take in water. The men in charge did their utmost by shifting the bales to right her, but she continued to ship water, and ultimately capsized. Thirty bales were thus submerged and sunk. The wool which is insured in the Union Insurance Company is now being recovered and dried. None will be lost, the only expense being labour. — [326, 1033, 473, 1122]
cablegrams-heading: CABLEGRAMS. — [666, 114, 761, 129]
correspondence-note: We do not hold ourselves responsible for the opinions expressed by our correspondents. — [492, 133, 621, 148]
telegram-paragraph: The cricket match between the Australian Team and the local 18, was concluded to-day at Ballarat. The Australians won the match in one innings, with 100 runs to spare. — [640, 75, 787, 107]
tologa-paragraph: On the 9th inst. the old Chief Karauria returned to Tologa after an absence of two months. He was being doctored by a female — [326, 1209, 473, 1233]
sport-paragraph: The following nominations were received by the Secretary of the Wellington Racing Club at the Empire Hotel last night:— — [797, 659, 944, 683]
goodson-text: Subject to a Liberal Discount to Wholesale Customers, Schools, & Bazaars. — [13, 1052, 159, 1068]
divider — [13, 533, 159, 534]
australian-heading: AUSTRALIAN. — [672, 41, 754, 53]
editorial-paragraph: Mr J. R. Davies has requested us to give a distinct denial to a statement made by Mr H. C. Boylan at Mr Berry's meeting of creditors yesterday. Mr Boylan said that Mr Davies was in receipt from four to five pounds a week from his estate, which is in bankruptcy. This Mr Davies denies on to state in altogether wrong, as he asserts he has never received a penny from the trustee. — [169, 817, 316, 882]
telegram-paragraph: George Alston, an apprentice belonging to the ship Lady Jocelyn, met with rather a nasty accident on board the vessel. He was incautiously moving about in the salt room, which is in a constant state of darkness, when he suddenly stumbled over a hatchway, and fell a distance of about ten or twelve feet, landing on some rough stone ballast. He was much cut about the nose and upper lip. — [640, 739, 787, 804]
dateline: MELBOURNE, Jan. 15. — [669, 65, 758, 74]
divider — [974, 861, 1081, 862]
